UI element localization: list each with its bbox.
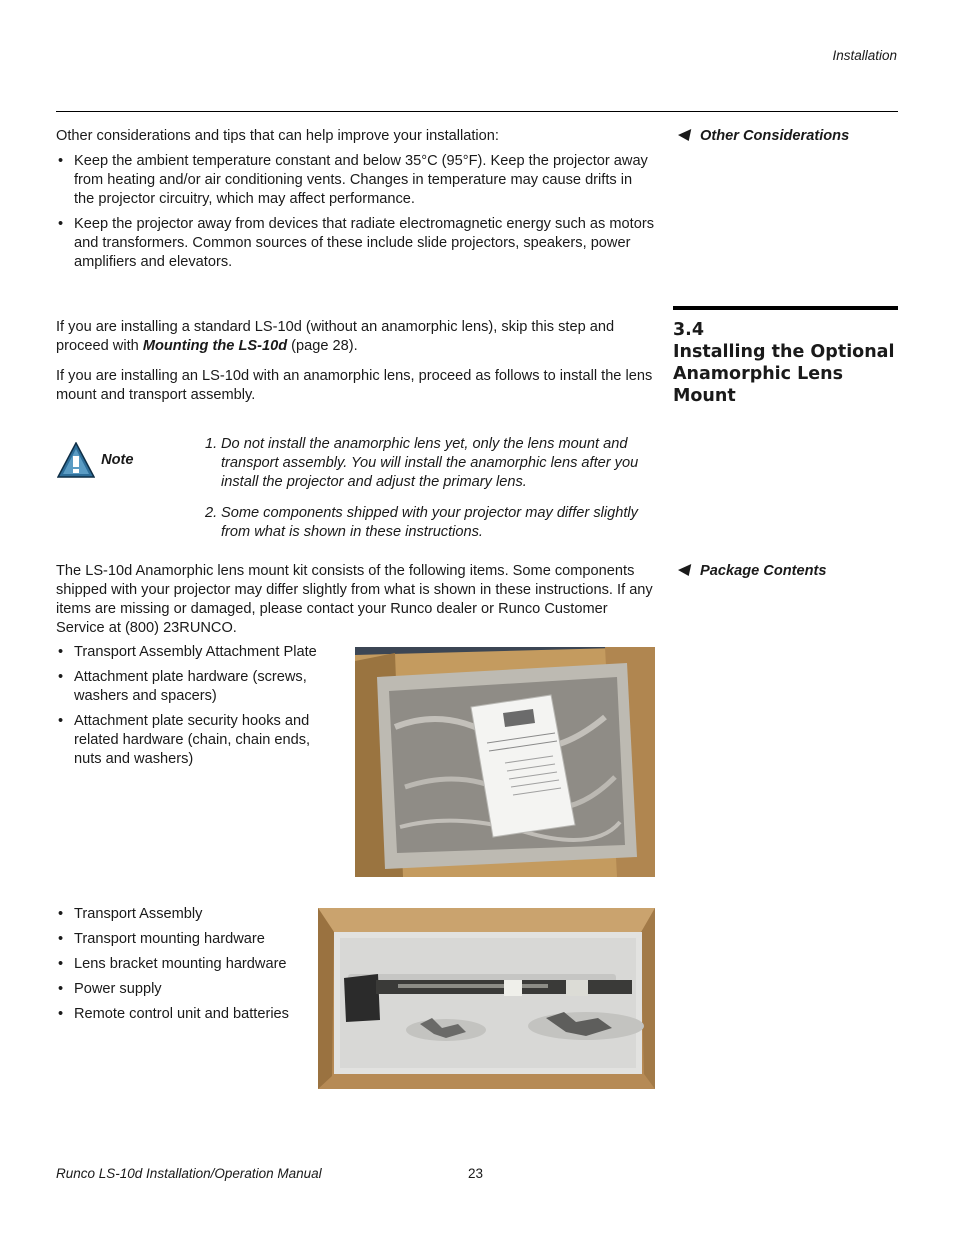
list-item: • Transport Assembly Attachment Plate [56,643,341,662]
list-item: 1. Do not install the anamorphic lens yet, only the lens mount and transport assembly. You will install the anamorphic lens after you install the projector and adjust the primary lens. [205,436,639,490]
arrow-left-icon [677,129,692,141]
other-considerations-intro: Other considerations and tips that can help improve your installation: [56,128,499,144]
package-contents-intro: The LS-10d Anamorphic lens mount kit consists of the following items. Some components shipped with your projector may differ slightly from what is shown in these instructions. If any items are missing or damaged, please contact your Runco dealer or Runco Customer Service at (800) 23RUNCO. [56,563,653,636]
package-list-1 [56,643,341,775]
warning-icon [57,442,95,478]
note-list [205,435,655,554]
list-item: • Keep the ambient temperature constant and below 35°C (95°F). Keep the projector away from heating and/or air conditioning vents. Changes in temperature may cause drifts in the projector circuitry, which may affect performance. [56,152,656,209]
mounting-link[interactable]: Mounting the LS-10d [142,338,288,354]
list-item: 2. Some components shipped with your projector may differ slightly from what is shown in these instructions. [205,505,638,540]
package-list-2 [56,905,311,1030]
list-item: • Transport mounting hardware [56,930,311,949]
list-item: • Attachment plate security hooks and related hardware (chain, chain ends, nuts and washers) [56,712,341,769]
section-heading [673,319,898,407]
running-header: Installation [832,48,897,63]
other-considerations-body [56,127,656,278]
list-item: • Transport Assembly [56,905,311,924]
other-considerations-list [56,152,656,272]
note-callout [57,442,134,478]
side-heading-other-considerations: Other Considerations [678,127,849,146]
header-rule [56,111,898,112]
attachment-plate-photo [355,647,655,877]
section-para-2: If you are installing an LS-10d with an anamorphic lens, proceed as follows to install the lens mount and transport assembly. [56,368,653,403]
section-title: Installing the Optional Anamorphic Lens Mount [673,342,895,406]
side-heading-package-contents: Package Contents [678,562,827,581]
list-item: • Attachment plate hardware (screws, washers and spacers) [56,668,341,706]
section-intro [56,318,656,405]
list-item: • Power supply [56,980,311,999]
section-rule [673,306,898,310]
note-label: Note [101,451,134,468]
list-item: • Keep the projector away from devices that radiate electromagnetic energy such as motors and transformers. Common sources of these include slide projectors, speakers, power amplifiers and elevators. [56,215,656,272]
section-para-1: If you are installing a standard LS-10d (without an anamorphic lens), skip this step and proceed with Mounting the LS-10d (page 28). [56,319,615,354]
list-item: • Lens bracket mounting hardware [56,955,311,974]
transport-assembly-photo [318,908,655,1089]
section-number: 3.4 [673,320,705,340]
footer-manual-title: Runco LS-10d Installation/Operation Manual [56,1166,322,1181]
list-item: • Remote control unit and batteries [56,1005,311,1024]
page-number: 23 [468,1166,484,1181]
arrow-left-icon [677,564,692,576]
